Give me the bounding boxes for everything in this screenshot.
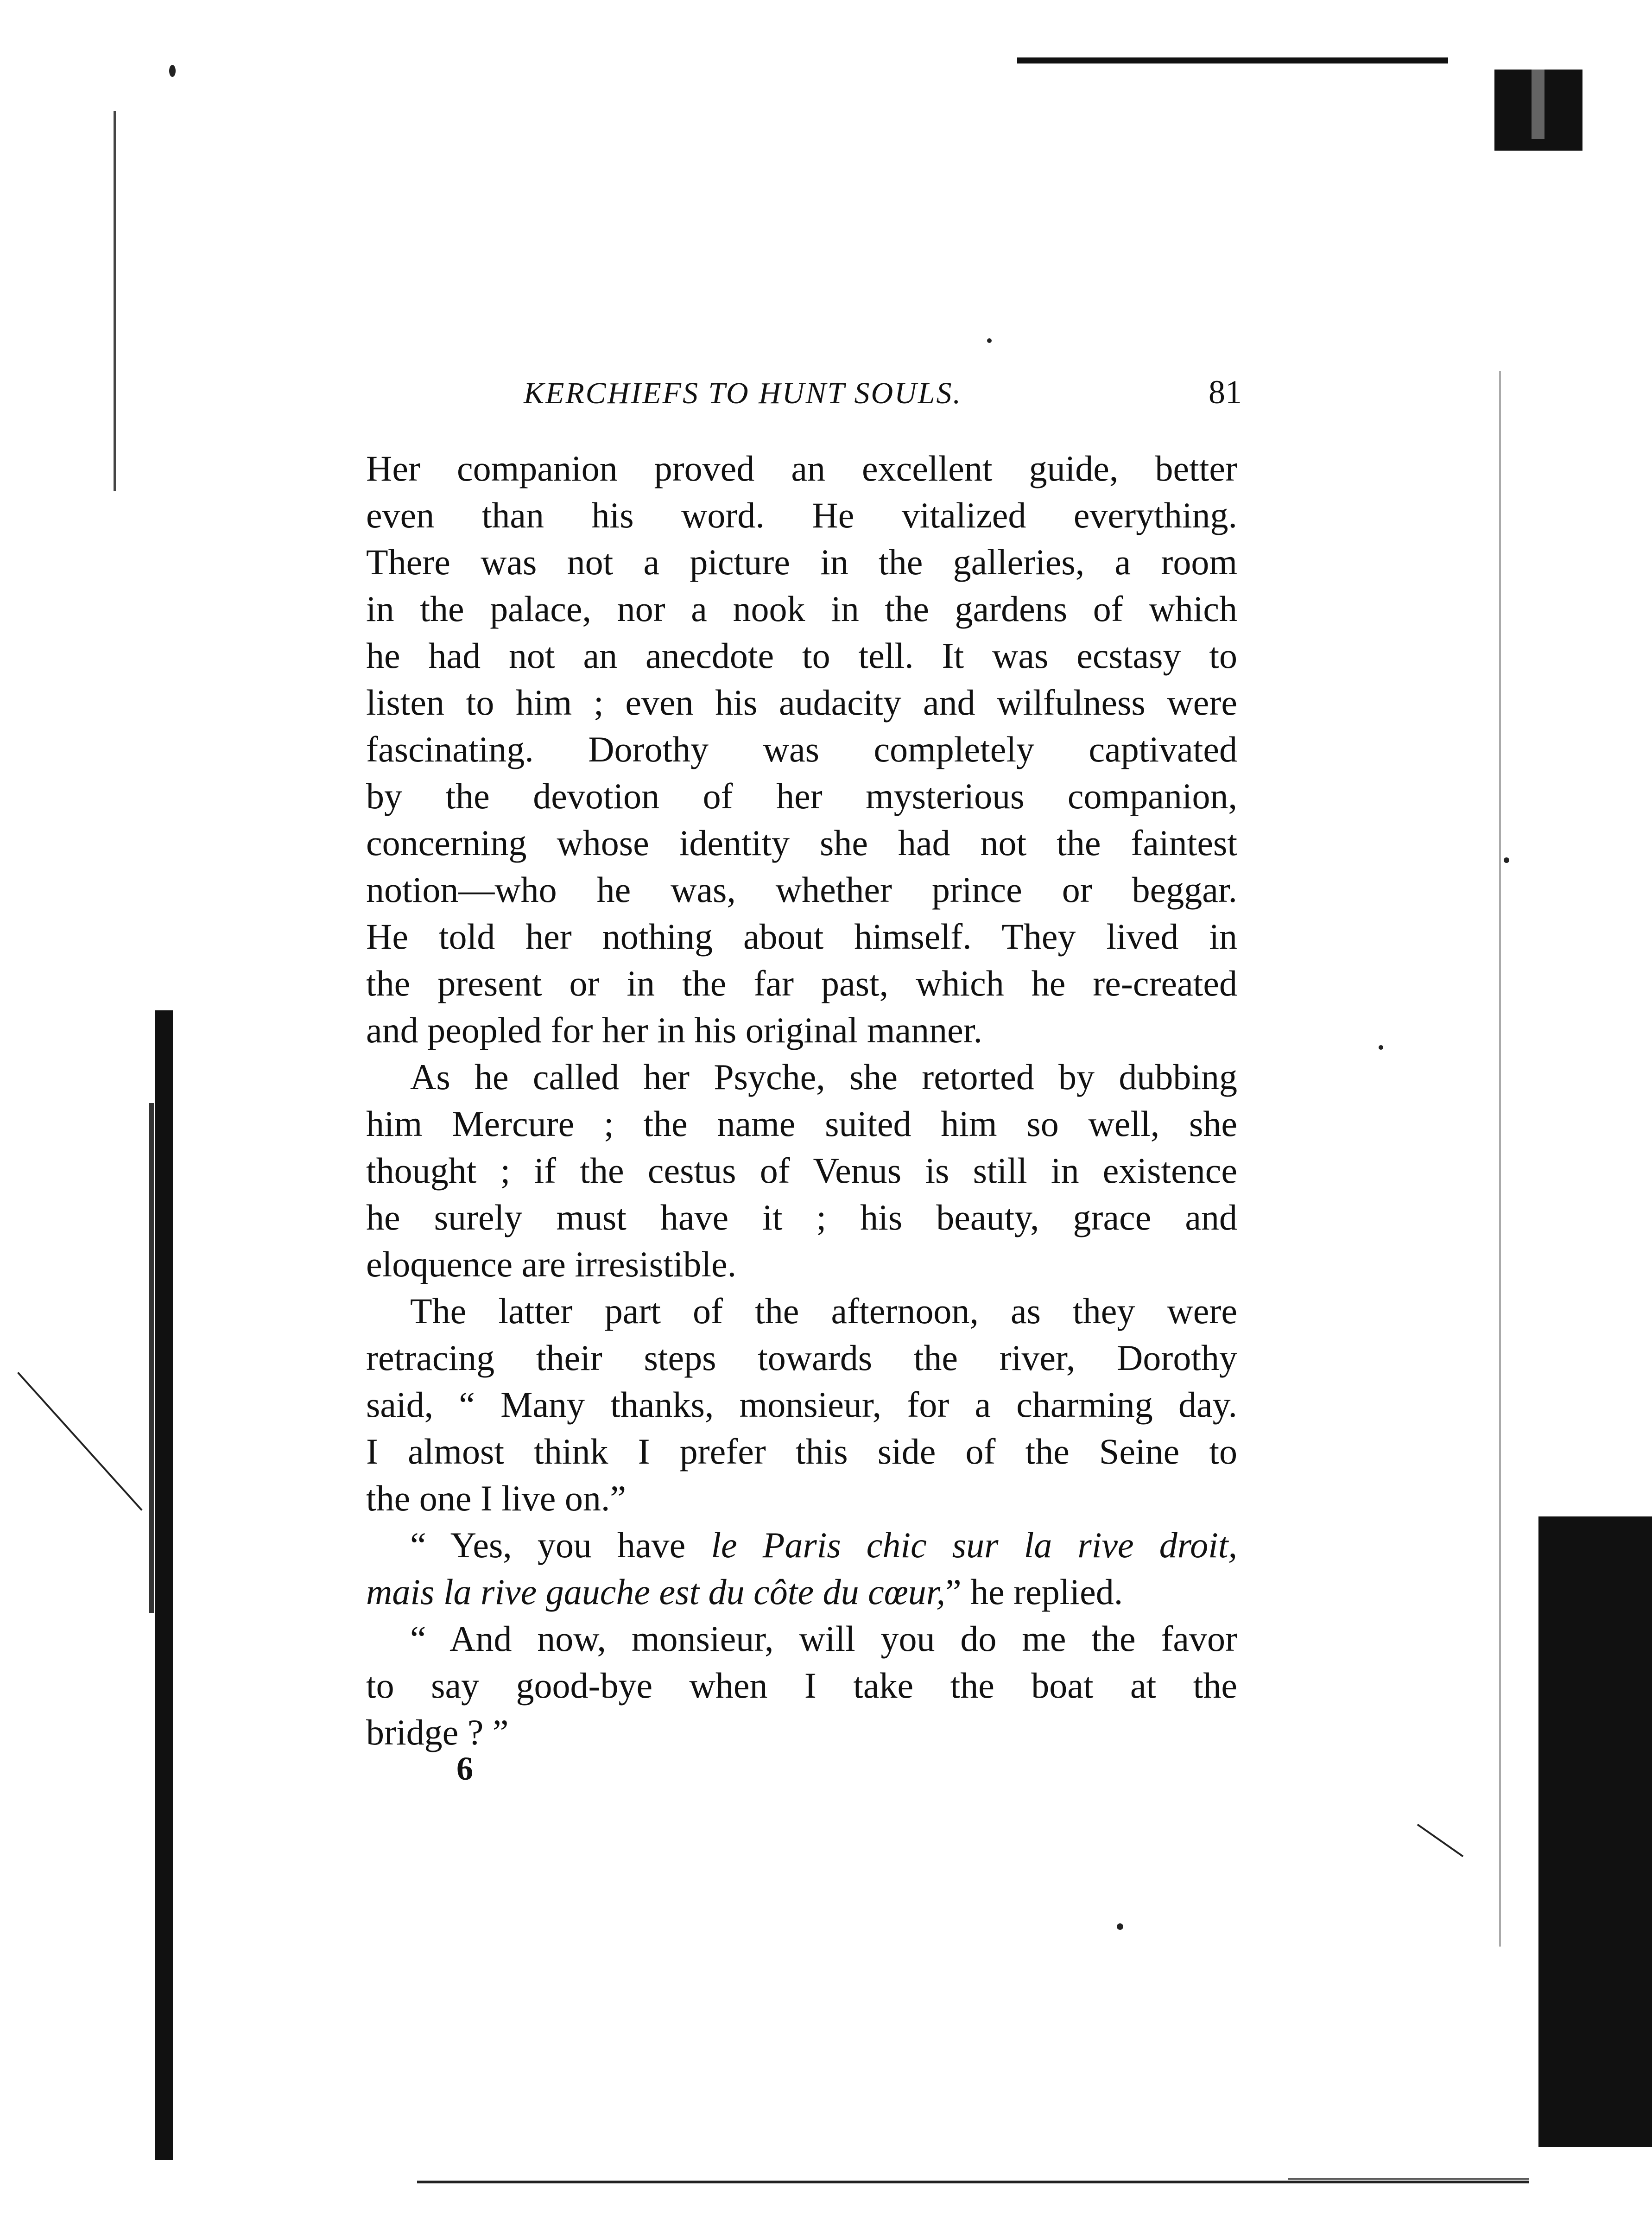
text-line: the one I live on.” <box>366 1478 626 1518</box>
text-line: The latter part of the afternoon, as they were <box>410 1291 1237 1331</box>
text-line: he had not an anecdote to tell. It was ecstasy to <box>366 635 1237 676</box>
text-line-rich <box>366 1568 1237 1615</box>
scan-left-spine-shadow <box>155 1010 173 2160</box>
text-line: listen to him ; even his audacity and wilfulness were <box>366 682 1237 723</box>
scan-speck <box>1117 1923 1123 1930</box>
text-line: As he called her Psyche, she retorted by dubbing <box>410 1057 1237 1097</box>
paragraph-5 <box>366 1615 1237 1756</box>
scan-speck <box>169 65 176 77</box>
text-line: retracing their steps towards the river, Dorothy <box>366 1338 1237 1378</box>
text-line-rich <box>366 1522 1237 1568</box>
text-line: and peopled for her in his original manner. <box>366 1010 982 1050</box>
scan-right-thin-line <box>1499 371 1501 1947</box>
scan-corner-mark <box>1494 70 1582 151</box>
running-head-title: KERCHIEFS TO HUNT SOULS. <box>524 376 962 410</box>
scan-left-spine-shadow-2 <box>149 1103 154 1613</box>
text-line: “ And now, monsieur, will you do me the favor <box>410 1618 1237 1659</box>
text-line: him Mercure ; the name suited him so well, she <box>366 1104 1237 1144</box>
text-line: the present or in the far past, which he re-created <box>366 963 1237 1003</box>
italic-french-text: mais la rive gauche est du côte du cœur, <box>366 1572 945 1612</box>
running-head <box>524 373 1242 412</box>
text-line: notion—who he was, whether prince or beggar. <box>366 869 1237 910</box>
text-line: said, “ Many thanks, monsieur, for a charming day. <box>366 1384 1237 1425</box>
text-run: ” he replied. <box>945 1572 1123 1612</box>
italic-french-text: le Paris chic sur la rive droit, <box>711 1525 1237 1565</box>
text-run: “ Yes, you have <box>410 1525 711 1565</box>
scan-speck <box>987 338 992 343</box>
scan-right-edge-shadow <box>1538 1516 1652 2147</box>
text-line: to say good-bye when I take the boat at the <box>366 1665 1237 1706</box>
paragraph-2 <box>366 1053 1237 1288</box>
text-line: eloquence are irresistible. <box>366 1244 737 1284</box>
scan-bottom-rule <box>417 2181 1529 2183</box>
scan-left-thin-line <box>114 111 116 491</box>
paragraph-3 <box>366 1288 1237 1522</box>
text-line: concerning whose identity she had not the faintest <box>366 823 1237 863</box>
scan-diagonal-scratch <box>1417 1824 1464 1857</box>
text-line: even than his word. He vitalized everything. <box>366 495 1237 535</box>
paragraph-4 <box>366 1522 1237 1615</box>
scan-speck <box>1379 1045 1383 1050</box>
text-line: fascinating. Dorothy was completely captivated <box>366 729 1237 769</box>
scan-diagonal-scratch <box>17 1372 143 1511</box>
text-line: he surely must have it ; his beauty, grace and <box>366 1197 1237 1237</box>
text-line: He told her nothing about himself. They lived in <box>366 916 1237 957</box>
paragraph-1 <box>366 445 1237 1053</box>
text-line: by the devotion of her mysterious companion, <box>366 776 1237 816</box>
text-line: Her companion proved an excellent guide, better <box>366 448 1237 488</box>
text-line: There was not a picture in the galleries, a room <box>366 542 1237 582</box>
text-line: in the palace, nor a nook in the gardens of which <box>366 589 1237 629</box>
scan-bottom-rule-2 <box>1288 2178 1529 2180</box>
text-line: bridge ? ” <box>366 1712 509 1752</box>
scan-speck <box>1504 857 1509 863</box>
signature-mark: 6 <box>456 1750 473 1787</box>
scan-top-rule <box>1017 57 1448 63</box>
body-text <box>366 445 1237 1756</box>
text-line: thought ; if the cestus of Venus is still in existence <box>366 1150 1237 1191</box>
text-line: I almost think I prefer this side of the Seine to <box>366 1431 1237 1472</box>
page-number: 81 <box>1209 374 1242 411</box>
